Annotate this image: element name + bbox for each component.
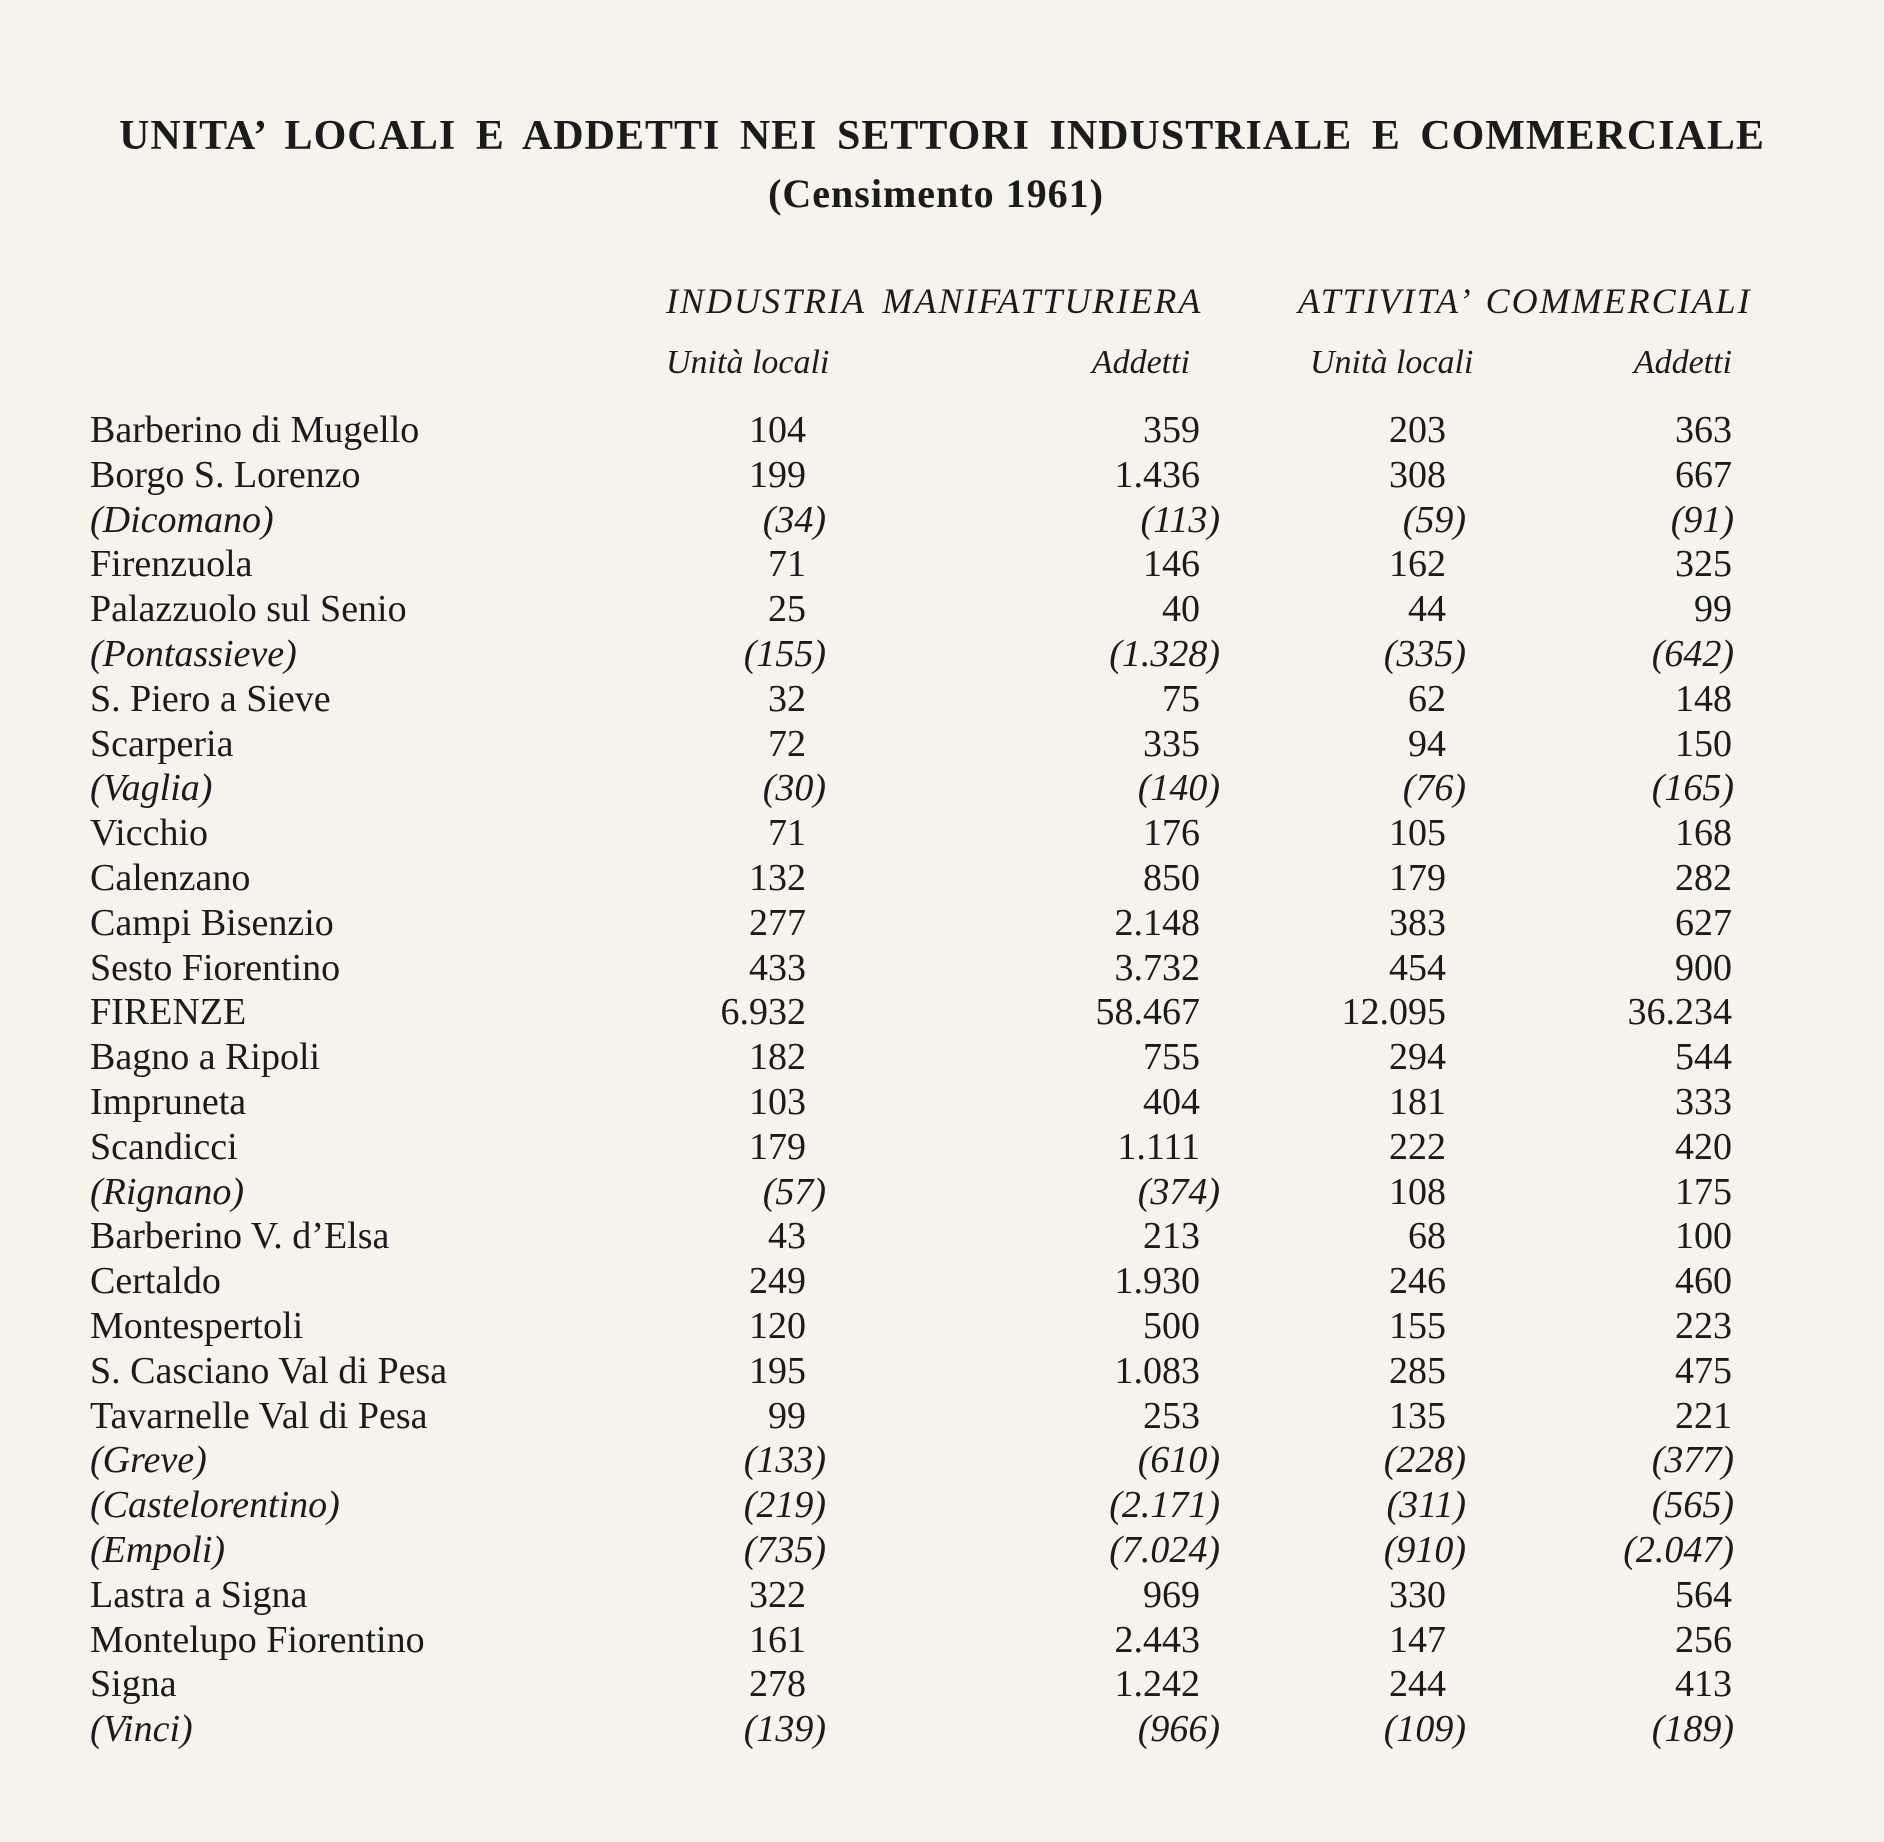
industry-workers-cell: (140) [1137, 767, 1220, 810]
municipality-name: Palazzuolo sul Senio [90, 588, 407, 631]
industry-units-cell: 322 [749, 1573, 806, 1616]
industry-units-cell: 179 [749, 1125, 806, 1168]
industry-units-cell: 71 [768, 543, 806, 586]
industry-workers-cell: 213 [1143, 1215, 1200, 1258]
municipality-name: (Castelorentino) [90, 1484, 340, 1527]
industry-workers-cell: 75 [1162, 677, 1200, 720]
municipality-name: Tavarnelle Val di Pesa [90, 1394, 428, 1437]
commerce-units-cell: 222 [1389, 1125, 1446, 1168]
municipality-name: S. Piero a Sieve [90, 677, 331, 720]
commerce-workers-cell: 150 [1675, 722, 1732, 765]
commerce-workers-cell: 420 [1675, 1125, 1732, 1168]
industry-units-cell: 104 [749, 409, 806, 451]
commerce-units-cell: 94 [1408, 722, 1446, 765]
municipality-name: Bagno a Ripoli [90, 1036, 321, 1079]
commerce-units-cell: 285 [1389, 1349, 1446, 1392]
industry-workers-cell: (7.024) [1109, 1528, 1220, 1571]
municipality-name: Campi Bisenzio [90, 901, 334, 944]
industry-units-cell: (133) [743, 1439, 826, 1482]
municipality-name: Firenzuola [90, 543, 253, 586]
industry-units-cell: 72 [768, 722, 806, 765]
table-row [0, 722, 1884, 767]
municipality-name: Barberino V. d’Elsa [90, 1215, 390, 1258]
table-row [0, 1438, 1884, 1483]
commerce-units-cell: 330 [1389, 1573, 1446, 1616]
commerce-units-cell: (59) [1402, 498, 1466, 541]
group-header-commerce: ATTIVITA’ COMMERCIALI [1298, 281, 1752, 321]
table-row [0, 1214, 1884, 1259]
table-row [0, 1573, 1884, 1618]
commerce-units-cell: (335) [1383, 632, 1466, 675]
industry-units-cell: 103 [749, 1080, 806, 1123]
industry-units-cell: 32 [768, 677, 806, 720]
industry-workers-cell: (1.328) [1109, 632, 1220, 675]
industry-units-cell: 71 [768, 812, 806, 855]
industry-workers-cell: 2.148 [1114, 901, 1200, 944]
municipality-name: Montespertoli [90, 1304, 304, 1347]
table-row [0, 1618, 1884, 1663]
municipality-name: S. Casciano Val di Pesa [90, 1349, 448, 1392]
industry-units-cell: (155) [743, 632, 826, 675]
industry-workers-cell: 359 [1143, 409, 1200, 451]
commerce-workers-cell: 413 [1675, 1663, 1732, 1706]
commerce-units-cell: 244 [1389, 1663, 1446, 1706]
commerce-workers-cell: 460 [1675, 1260, 1732, 1303]
commerce-workers-cell: (189) [1651, 1708, 1734, 1751]
industry-workers-cell: 755 [1143, 1036, 1200, 1079]
table-row [0, 766, 1884, 811]
table-title: UNITA’ LOCALI E ADDETTI NEI SETTORI INDUSTRIALE E COMMERCIALE [119, 113, 1765, 159]
municipality-name: Scandicci [90, 1125, 238, 1168]
industry-workers-cell: 253 [1143, 1394, 1200, 1437]
table-row [0, 542, 1884, 587]
column-header-industry-workers: Addetti [1091, 344, 1190, 381]
commerce-workers-cell: 168 [1675, 812, 1732, 855]
commerce-workers-cell: (91) [1670, 498, 1734, 541]
industry-workers-cell: (374) [1137, 1170, 1220, 1213]
commerce-units-cell: 181 [1389, 1080, 1446, 1123]
commerce-units-cell: 454 [1389, 946, 1446, 989]
table-subtitle: (Censimento 1961) [768, 171, 1104, 216]
industry-workers-cell: 1.083 [1114, 1349, 1200, 1392]
industry-units-cell: 120 [749, 1304, 806, 1347]
column-header-commerce-units: Unità locali [1310, 344, 1474, 381]
table-row [0, 1707, 1884, 1752]
industry-workers-cell: 2.443 [1114, 1618, 1200, 1661]
commerce-workers-cell: 667 [1675, 453, 1732, 496]
municipality-name: Calenzano [90, 856, 251, 899]
commerce-workers-cell: 148 [1675, 677, 1732, 720]
commerce-units-cell: 294 [1389, 1036, 1446, 1079]
industry-workers-cell: 3.732 [1114, 946, 1200, 989]
industry-units-cell: 132 [749, 856, 806, 899]
industry-workers-cell: (610) [1137, 1439, 1220, 1482]
table-row [0, 1349, 1884, 1394]
commerce-units-cell: 68 [1408, 1215, 1446, 1258]
industry-units-cell: 43 [768, 1215, 806, 1258]
table-row [0, 408, 1884, 453]
commerce-units-cell: 383 [1389, 901, 1446, 944]
commerce-units-cell: 12.095 [1341, 991, 1446, 1034]
commerce-units-cell: 179 [1389, 856, 1446, 899]
industry-workers-cell: (2.171) [1109, 1484, 1220, 1527]
commerce-workers-cell: (165) [1651, 767, 1734, 810]
commerce-units-cell: (311) [1386, 1484, 1466, 1527]
industry-workers-cell: 850 [1143, 856, 1200, 899]
commerce-workers-cell: (565) [1651, 1484, 1734, 1527]
industry-units-cell: 278 [749, 1663, 806, 1706]
municipality-name: Signa [90, 1663, 177, 1706]
commerce-units-cell: 162 [1389, 543, 1446, 586]
commerce-workers-cell: 564 [1675, 1573, 1732, 1616]
commerce-units-cell: 246 [1389, 1260, 1446, 1303]
municipality-name: Sesto Fiorentino [90, 946, 341, 989]
commerce-workers-cell: (2.047) [1623, 1528, 1734, 1571]
commerce-units-cell: 62 [1408, 677, 1446, 720]
commerce-units-cell: 105 [1389, 812, 1446, 855]
table-row [0, 632, 1884, 677]
commerce-workers-cell: 363 [1675, 409, 1732, 451]
industry-workers-cell: 404 [1143, 1080, 1200, 1123]
municipality-name: (Empoli) [90, 1528, 226, 1571]
industry-units-cell: 433 [749, 946, 806, 989]
industry-units-cell: (57) [762, 1170, 826, 1213]
group-header-industry: INDUSTRIA MANIFATTURIERA [666, 281, 1203, 321]
industry-workers-cell: 40 [1162, 588, 1200, 631]
commerce-workers-cell: 544 [1675, 1036, 1732, 1079]
industry-units-cell: 25 [768, 588, 806, 631]
commerce-workers-cell: (377) [1651, 1439, 1734, 1482]
table-row [0, 1170, 1884, 1215]
column-header-industry-units: Unità locali [666, 344, 830, 381]
industry-workers-cell: (113) [1140, 498, 1220, 541]
municipality-name: (Vaglia) [90, 767, 213, 810]
municipality-name: Montelupo Fiorentino [90, 1618, 425, 1661]
table-row [0, 1483, 1884, 1528]
table-row [0, 1528, 1884, 1573]
municipality-name: (Rignano) [90, 1170, 245, 1213]
industry-workers-cell: 58.467 [1095, 991, 1200, 1034]
industry-workers-cell: 969 [1143, 1573, 1200, 1616]
industry-units-cell: 161 [749, 1618, 806, 1661]
commerce-workers-cell: 100 [1675, 1215, 1732, 1258]
industry-units-cell: 99 [768, 1394, 806, 1437]
industry-units-cell: 182 [749, 1036, 806, 1079]
municipality-name: Scarperia [90, 722, 234, 765]
industry-workers-cell: 335 [1143, 722, 1200, 765]
commerce-units-cell: (76) [1402, 767, 1466, 810]
industry-workers-cell: 146 [1143, 543, 1200, 586]
commerce-units-cell: 203 [1389, 409, 1446, 451]
table-body [0, 408, 1884, 1752]
table-row [0, 811, 1884, 856]
industry-units-cell: (139) [743, 1708, 826, 1751]
industry-units-cell: 195 [749, 1349, 806, 1392]
commerce-workers-cell: 175 [1675, 1170, 1732, 1213]
industry-workers-cell: 176 [1143, 812, 1200, 855]
commerce-workers-cell: 282 [1675, 856, 1732, 899]
industry-units-cell: (30) [762, 767, 826, 810]
industry-workers-cell: 1.436 [1114, 453, 1200, 496]
industry-units-cell: (219) [743, 1484, 826, 1527]
industry-workers-cell: (966) [1137, 1708, 1220, 1751]
industry-units-cell: 199 [749, 453, 806, 496]
commerce-workers-cell: 221 [1675, 1394, 1732, 1437]
industry-workers-cell: 500 [1143, 1304, 1200, 1347]
commerce-units-cell: (109) [1383, 1708, 1466, 1751]
table-row [0, 901, 1884, 946]
industry-units-cell: 6.932 [720, 991, 806, 1034]
municipality-name: (Greve) [90, 1439, 207, 1482]
table-row [0, 1125, 1884, 1170]
commerce-units-cell: (228) [1383, 1439, 1466, 1482]
municipality-name: (Pontassieve) [90, 632, 297, 675]
table-row [0, 587, 1884, 632]
table-row [0, 1304, 1884, 1349]
commerce-units-cell: 135 [1389, 1394, 1446, 1437]
commerce-workers-cell: (642) [1651, 632, 1734, 675]
municipality-name: Lastra a Signa [90, 1573, 308, 1616]
table-row [0, 856, 1884, 901]
commerce-workers-cell: 99 [1694, 588, 1732, 631]
municipality-name: Certaldo [90, 1260, 221, 1303]
industry-units-cell: (735) [743, 1528, 826, 1571]
commerce-workers-cell: 36.234 [1627, 991, 1732, 1034]
table-row [0, 990, 1884, 1035]
municipality-name: Vicchio [90, 812, 209, 855]
industry-workers-cell: 1.242 [1114, 1663, 1200, 1706]
industry-workers-cell: 1.111 [1117, 1125, 1200, 1168]
commerce-workers-cell: 325 [1675, 543, 1732, 586]
commerce-units-cell: (910) [1383, 1528, 1466, 1571]
table-row [0, 1080, 1884, 1125]
table-row [0, 1259, 1884, 1304]
commerce-units-cell: 147 [1389, 1618, 1446, 1661]
municipality-name: Barberino di Mugello [90, 409, 420, 451]
municipality-name: Borgo S. Lorenzo [90, 453, 361, 496]
industry-workers-cell: 1.930 [1114, 1260, 1200, 1303]
table-row [0, 1662, 1884, 1707]
commerce-workers-cell: 627 [1675, 901, 1732, 944]
table-row [0, 946, 1884, 991]
commerce-units-cell: 155 [1389, 1304, 1446, 1347]
commerce-workers-cell: 475 [1675, 1349, 1732, 1392]
municipality-name: (Vinci) [90, 1708, 193, 1751]
table-row [0, 453, 1884, 498]
commerce-units-cell: 308 [1389, 453, 1446, 496]
table-row [0, 498, 1884, 543]
table-row [0, 1035, 1884, 1080]
industry-units-cell: 249 [749, 1260, 806, 1303]
column-header-commerce-workers: Addetti [1633, 344, 1732, 381]
commerce-workers-cell: 333 [1675, 1080, 1732, 1123]
table-row [0, 1394, 1884, 1439]
commerce-units-cell: 44 [1408, 588, 1446, 631]
commerce-units-cell: 108 [1389, 1170, 1446, 1213]
municipality-name: (Dicomano) [90, 498, 274, 541]
commerce-workers-cell: 900 [1675, 946, 1732, 989]
municipality-name: FIRENZE [90, 991, 247, 1034]
industry-units-cell: 277 [749, 901, 806, 944]
table-row [0, 677, 1884, 722]
commerce-workers-cell: 256 [1675, 1618, 1732, 1661]
municipality-name: Impruneta [90, 1080, 247, 1123]
industry-units-cell: (34) [762, 498, 826, 541]
commerce-workers-cell: 223 [1675, 1304, 1732, 1347]
